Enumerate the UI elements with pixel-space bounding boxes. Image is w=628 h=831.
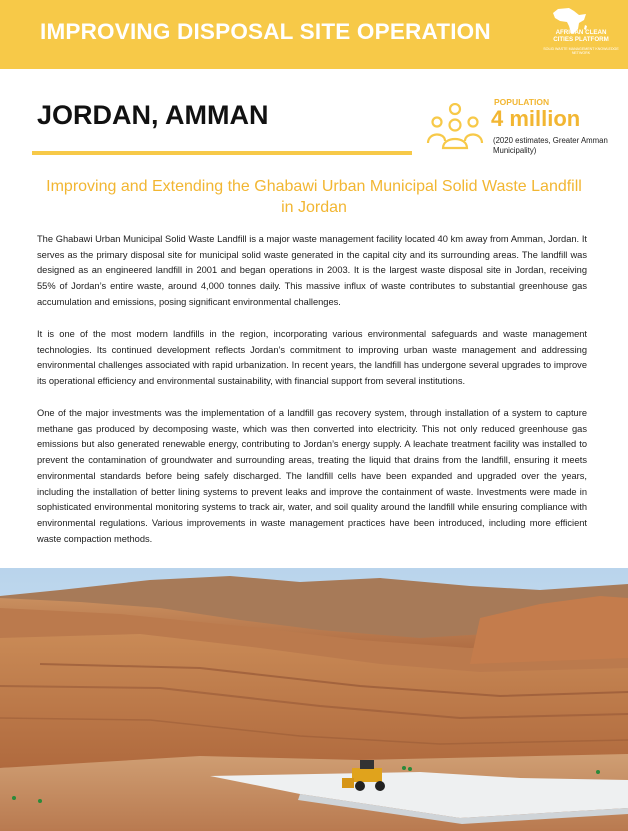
header-band: [0, 0, 628, 69]
platform-logo: [533, 8, 623, 64]
population-value: 4 million: [491, 106, 581, 131]
logo-name: [533, 29, 628, 43]
landfill-photo: [0, 568, 628, 831]
header-title: IMPROVING DISPOSAL SITE OPERATION: [40, 19, 491, 44]
people-group-icon: [425, 103, 485, 153]
article-subtitle: Improving and Extending the Ghabawi Urban Municipal Solid Waste Landfill in Jordan: [46, 178, 582, 216]
logo-line-2: CITIES PLATFORM: [553, 36, 609, 43]
logo-line-1: AFRICAN CLEAN: [555, 29, 607, 36]
page-title: JORDAN, AMMAN: [37, 100, 269, 130]
paragraph-2: It is one of the most modern landfills in the region, incorporating various environmental safeguards and waste management technologies. Its continued development reflects Jordan’s commitment to improving urban waste management and addressing environmental challenges associated with rapid urbanization. In recent years, the landfill has undergone several upgrades to improve its operational efficiency and environmental sustainability, with financial support from several institutions.: [37, 329, 587, 387]
landfill-photo-illustration: [0, 568, 628, 831]
paragraph-3: One of the major investments was the implementation of a landfill gas recovery system, through installation of a system to capture methane gas produced by decomposing waste, which was then converted into electricity. This not only reduced greenhouse gas emissions but also generated renewable energy, contributing to Jordan’s energy supply. A leachate treatment facility was installed to prevent the contamination of groundwater and surrounding areas, treating the liquid that drains from the landfill, ensuring it meets environmental standards before being safely discharged. The landfill cells have been expanded and upgraded over the years, including the installation of better lining systems to prevent leaks and improve the containment of waste. Investments were made in sophisticated environmental monitoring systems to track air, water, and soil quality around the landfill while ensuring compliance with environmental regulations. Various improvements in waste management practices have been introduced, including more efficient waste compaction methods.: [37, 408, 587, 544]
population-label: POPULATION: [494, 97, 550, 107]
logo-tagline: SOLID WASTE MANAGEMENT KNOWLEDGE NETWORK: [543, 47, 619, 56]
population-note: (2020 estimates, Greater Amman Municipality): [493, 136, 608, 155]
paragraph-1: The Ghabawi Urban Municipal Solid Waste Landfill is a major waste management facility located 40 km away from Amman, Jordan. It serves as the primary disposal site for municipal solid waste generated in the capital city and its surrounding areas. The landfill was designed as an engineered landfill in 2001 and began operations in 2003. It is the largest waste disposal site in Jordan, receiving 55% of Jordan’s entire waste, around 4,000 tonnes daily. This massive influx of waste contributes to substantial greenhouse gas accumulation and emissions, posing significant environmental challenges.: [37, 234, 587, 307]
title-underline: [32, 151, 412, 155]
